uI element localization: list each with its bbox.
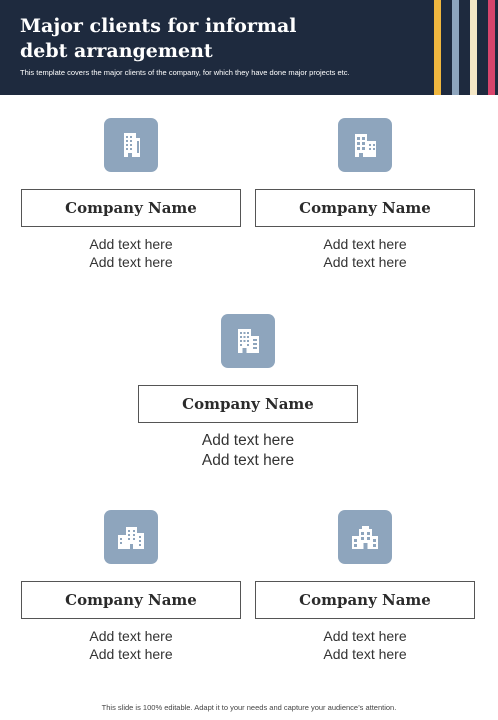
office-block-icon — [349, 129, 381, 161]
title-line-2: debt arrangement — [20, 40, 213, 62]
client-name: Company Name — [65, 591, 197, 609]
client-description — [138, 431, 358, 471]
description-line-2: Add text here — [89, 646, 173, 662]
page-subtitle: This template covers the major clients of the company, for which they have done major projects etc. — [20, 68, 350, 77]
description-line-2: Add text here — [201, 452, 295, 469]
description-line-2: Add text here — [89, 254, 173, 270]
client-icon-tile — [104, 118, 158, 172]
tall-office-building-icon — [115, 129, 147, 161]
accent-stripe-pink — [488, 0, 495, 95]
accent-stripe-cream — [470, 0, 477, 95]
accent-stripe-yellow — [434, 0, 441, 95]
description-line-2: Add text here — [323, 646, 407, 662]
client-name: Company Name — [182, 395, 314, 413]
city-buildings-icon — [115, 521, 147, 553]
client-icon-tile — [104, 510, 158, 564]
wide-building-icon — [349, 521, 381, 553]
client-description — [255, 627, 475, 663]
description-line-1: Add text here — [201, 432, 295, 449]
header-banner — [0, 0, 498, 95]
client-description — [21, 235, 241, 271]
description-line-1: Add text here — [323, 236, 407, 252]
client-name-box — [138, 385, 358, 423]
title-line-1: Major clients for informal — [20, 15, 297, 37]
client-name: Company Name — [299, 591, 431, 609]
client-name-box — [21, 581, 241, 619]
accent-stripe-blue — [452, 0, 459, 95]
client-icon-tile — [221, 314, 275, 368]
description-line-1: Add text here — [89, 628, 173, 644]
page-title — [20, 14, 400, 64]
description-line-1: Add text here — [323, 628, 407, 644]
client-name-box — [255, 581, 475, 619]
client-name: Company Name — [299, 199, 431, 217]
footer-note: This slide is 100% editable. Adapt it to your needs and capture your audience’s attention. — [101, 703, 397, 712]
client-name: Company Name — [65, 199, 197, 217]
client-name-box — [255, 189, 475, 227]
office-building-icon — [232, 325, 264, 357]
client-icon-tile — [338, 510, 392, 564]
client-description — [21, 627, 241, 663]
description-line-2: Add text here — [323, 254, 407, 270]
client-name-box — [21, 189, 241, 227]
client-icon-tile — [338, 118, 392, 172]
description-line-1: Add text here — [89, 236, 173, 252]
client-description — [255, 235, 475, 271]
